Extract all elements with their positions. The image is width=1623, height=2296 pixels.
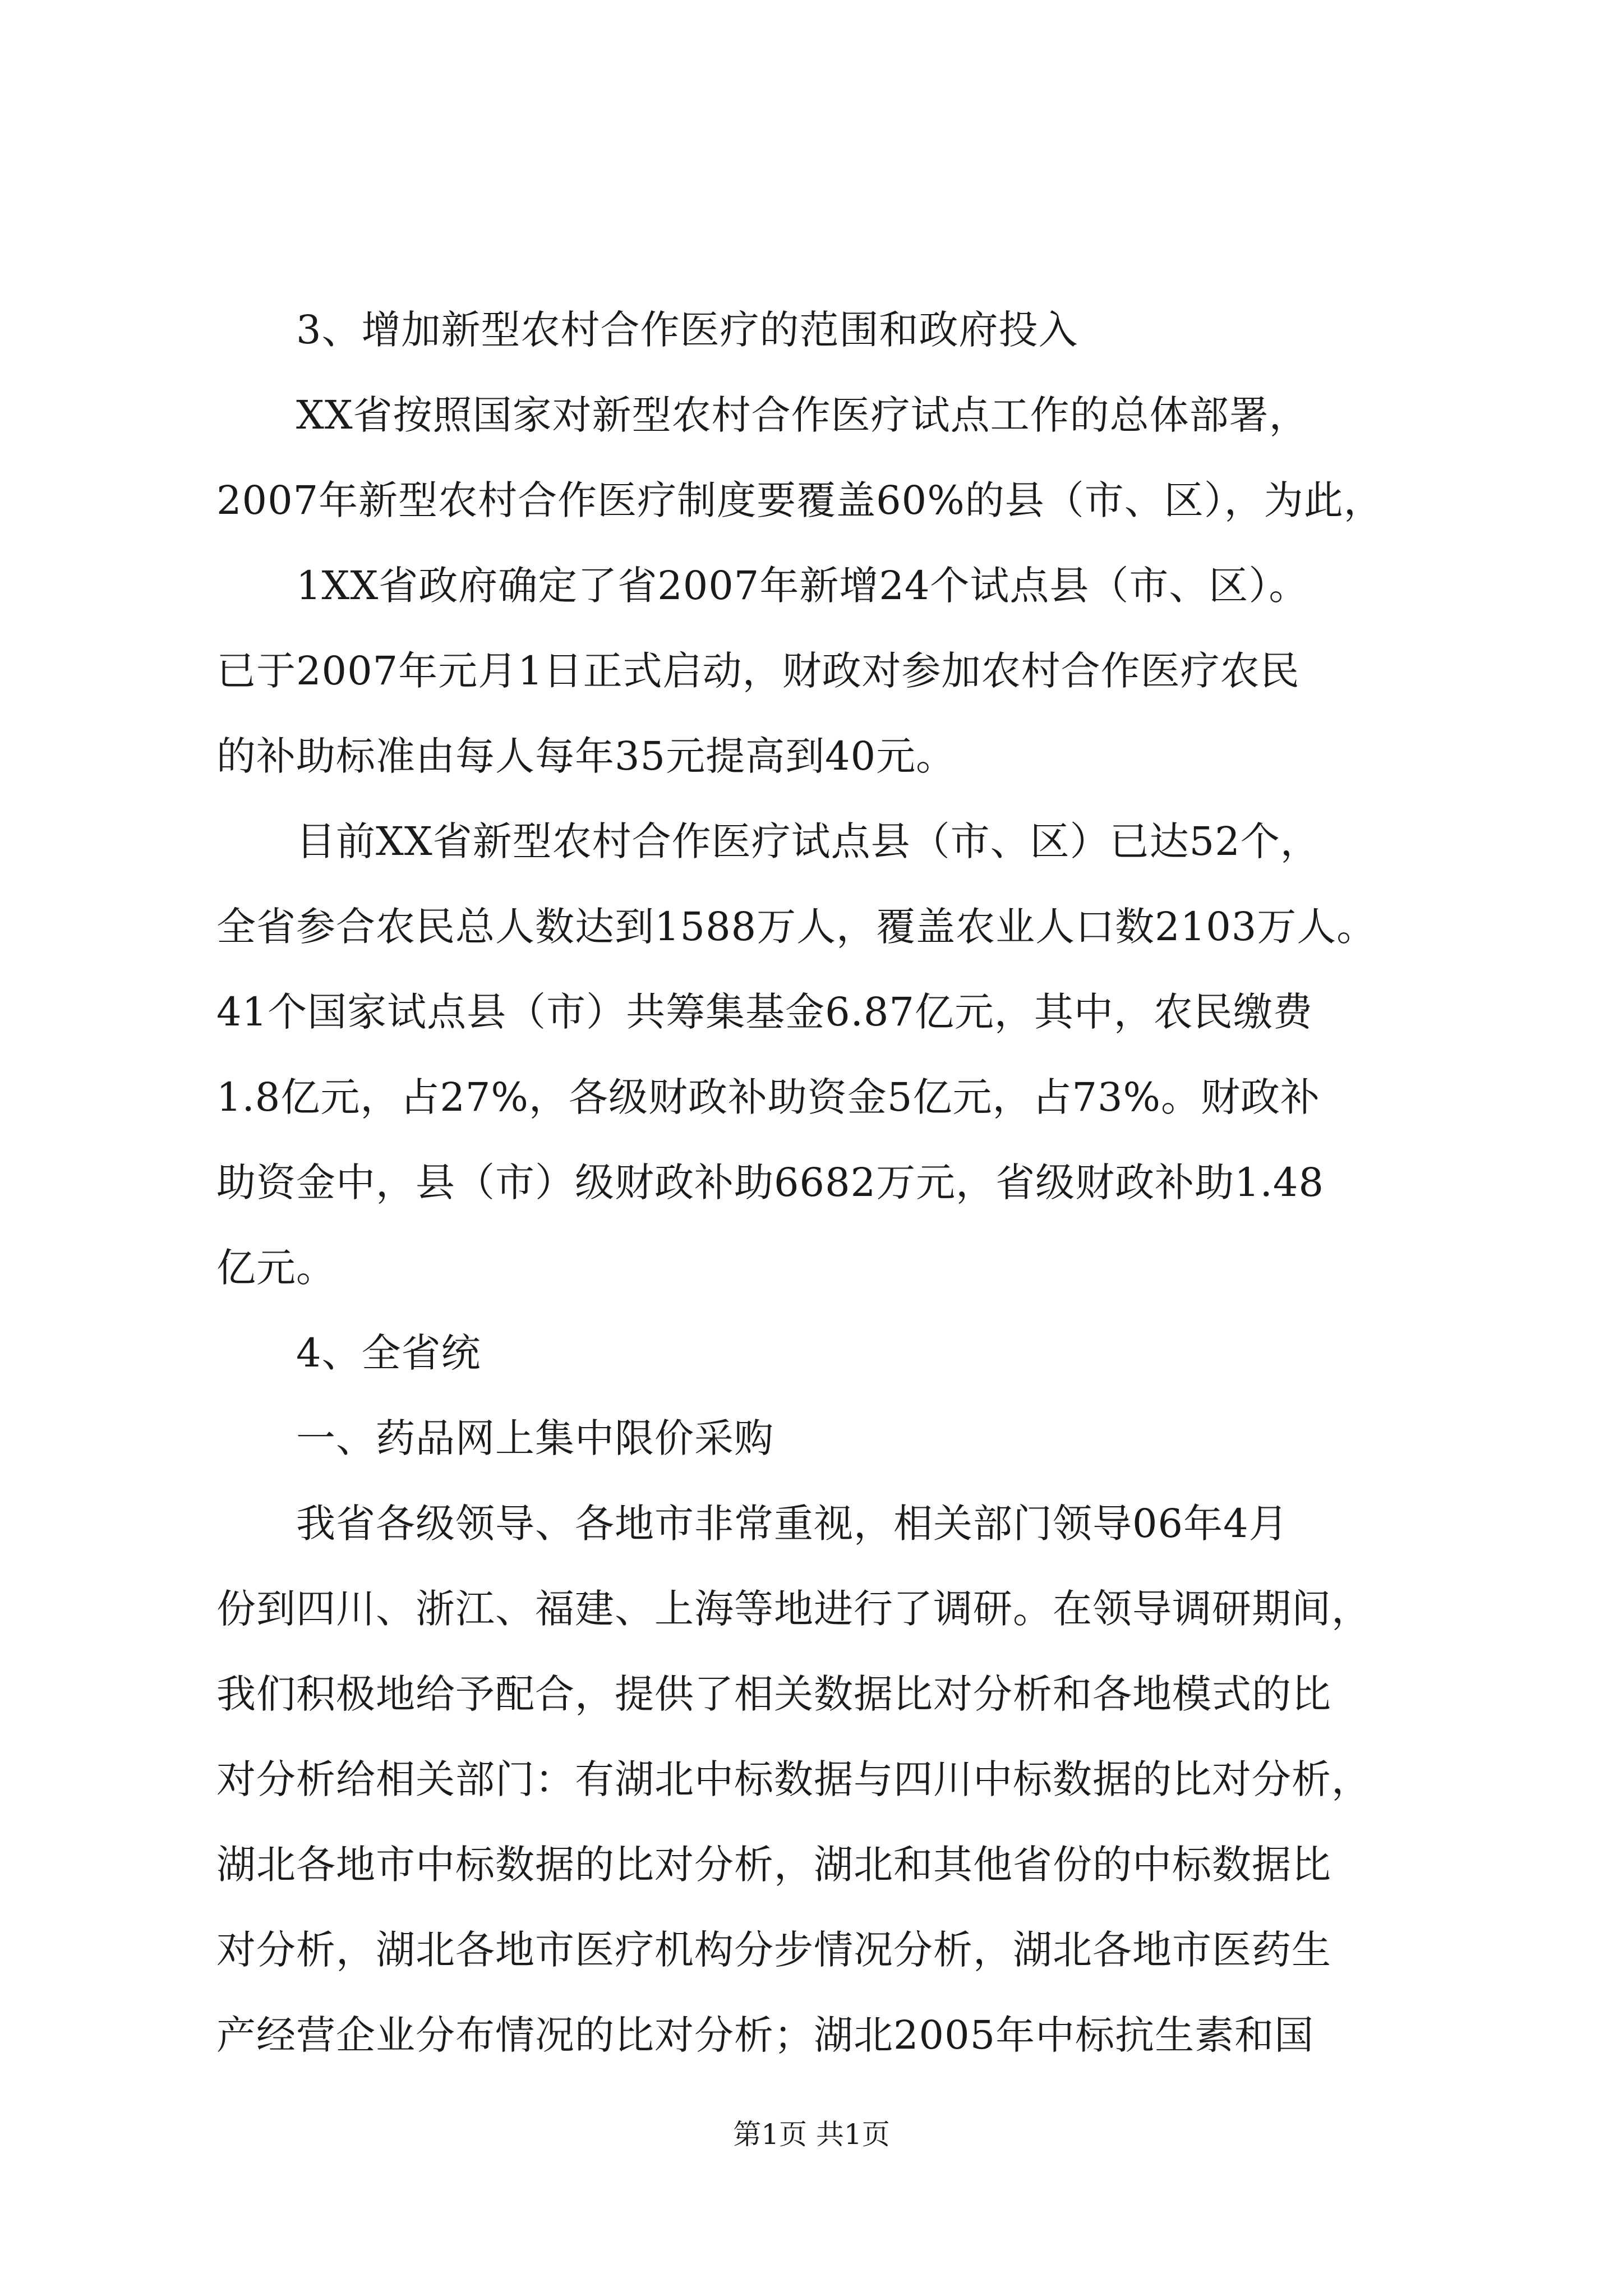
text-line: 份到四川、浙江、福建、上海等地进行了调研。在领导调研期间， bbox=[216, 1586, 1371, 1632]
text-line: 助资金中，县（市）级财政补助6682万元，省级财政补助1.48 bbox=[216, 1159, 1325, 1205]
text-line: XX省按照国家对新型农村合作医疗试点工作的总体部署， bbox=[216, 392, 1309, 438]
text-line: 1XX省政府确定了省2007年新增24个试点县（市、区）。 bbox=[216, 563, 1309, 609]
text-line: 全省参合农民总人数达到1588万人，覆盖农业人口数2103万人。 bbox=[216, 904, 1377, 950]
text-line: 4、全省统 bbox=[216, 1330, 481, 1376]
text-line: 我们积极地给予配合，提供了相关数据比对分析和各地模式的比 bbox=[216, 1671, 1331, 1717]
text-line: 一、药品网上集中限价采购 bbox=[216, 1415, 774, 1461]
page-footer: 第1页 共1页 bbox=[733, 2118, 890, 2151]
text-line: 2007年新型农村合作医疗制度要覆盖60%的县（市、区），为此， bbox=[216, 477, 1384, 523]
text-line: 对分析给相关部门：有湖北中标数据与四川中标数据的比对分析， bbox=[216, 1756, 1371, 1802]
text-line: 已于2007年元月1日正式启动，财政对参加农村合作医疗农民 bbox=[216, 648, 1300, 694]
text-line: 湖北各地市中标数据的比对分析，湖北和其他省份的中标数据比 bbox=[216, 1842, 1331, 1888]
text-line: 1.8亿元，占27%，各级财政补助资金5亿元，占73%。财政补 bbox=[216, 1074, 1321, 1120]
text-line: 产经营企业分布情况的比对分析；湖北2005年中标抗生素和国 bbox=[216, 2012, 1315, 2058]
text-line: 3、增加新型农村合作医疗的范围和政府投入 bbox=[216, 307, 1078, 353]
text-line: 对分析，湖北各地市医疗机构分步情况分析，湖北各地市医药生 bbox=[216, 1927, 1331, 1973]
text-line: 亿元。 bbox=[216, 1245, 336, 1291]
text-line: 我省各级领导、各地市非常重视，相关部门领导06年4月 bbox=[216, 1501, 1289, 1547]
text-line: 目前XX省新型农村合作医疗试点县（市、区）已达52个， bbox=[216, 818, 1320, 864]
text-line: 的补助标准由每人每年35元提高到40元。 bbox=[216, 733, 956, 779]
text-line: 41个国家试点县（市）共筹集基金6.87亿元，其中，农民缴费 bbox=[216, 989, 1313, 1035]
